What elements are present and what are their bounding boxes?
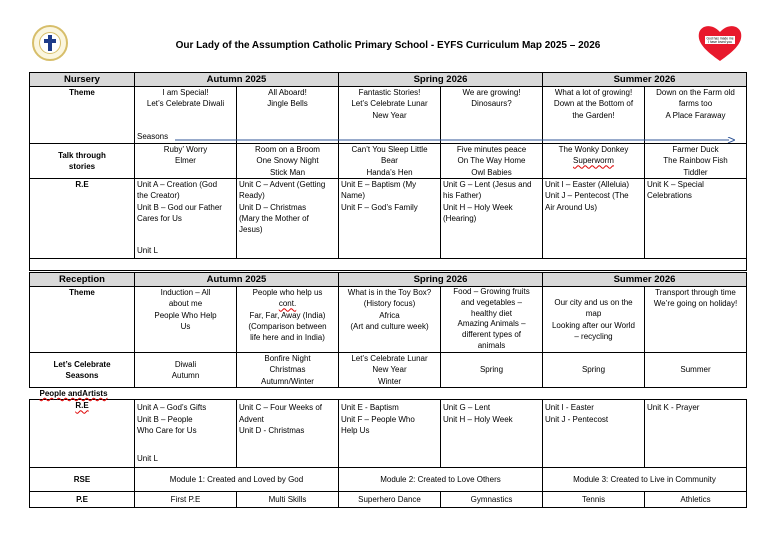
seasons-arrow-icon <box>175 137 735 143</box>
reception-theme-row <box>30 287 747 353</box>
nursery-theme-label: Theme <box>30 87 135 144</box>
nursery-re-c2: Unit C – Advent (Getting Ready) Unit D – Christmas (Mary the Mother of Jesus) <box>237 179 339 259</box>
reception-unit-l: Unit L <box>137 454 158 464</box>
nursery-unit-l: Unit L <box>137 246 158 255</box>
nursery-spring-header: Spring 2026 <box>339 73 543 87</box>
reception-summer-header: Summer 2026 <box>543 273 747 287</box>
nursery-theme-c3: Fantastic Stories! Let’s Celebrate Lunar New Year <box>339 87 441 144</box>
reception-re-c3: Unit E - Baptism Unit F – People Who Help Us <box>339 400 441 468</box>
nursery-talk-c1: Ruby’ Worry Elmer <box>135 144 237 179</box>
pe-c5: Tennis <box>543 492 645 508</box>
reception-pe-row <box>30 492 747 508</box>
reception-spring-header: Spring 2026 <box>339 273 543 287</box>
reception-celebrate-c3: Let’s Celebrate Lunar New Year Winter <box>339 353 441 388</box>
reception-re-c2: Unit C – Four Weeks of Advent Unit D - Christmas <box>237 400 339 468</box>
nursery-talk-row <box>30 144 747 179</box>
reception-re-c5: Unit I - Easter Unit J - Pentecost <box>543 400 645 468</box>
nursery-spacer-row <box>30 259 747 271</box>
pe-c6: Athletics <box>645 492 747 508</box>
reception-re-c6: Unit K - Prayer <box>645 400 747 468</box>
heart-text-2: I have loved you <box>707 40 733 45</box>
nursery-re-c1: Unit A – Creation (God the Creator) Unit B – God our Father Cares for Us Unit L <box>135 179 237 259</box>
reception-re-label: R.E <box>30 400 135 468</box>
reception-rse-row <box>30 468 747 492</box>
pe-c1: First P.E <box>135 492 237 508</box>
page-title: Our Lady of the Assumption Catholic Primary School - EYFS Curriculum Map 2025 – 2026 <box>175 40 601 51</box>
nursery-re-c5: Unit I – Easter (Alleluia) Unit J – Pentecost (The Air Around Us) <box>543 179 645 259</box>
nursery-talk-c2: Room on a Broom One Snowy Night Stick Man <box>237 144 339 179</box>
rse-module-3: Module 3: Created to Live in Community <box>543 468 747 492</box>
nursery-theme-c1: I am Special! Let’s Celebrate Diwali Seasons <box>135 87 237 144</box>
reception-celebrate-c2: Bonfire Night Christmas Autumn/Winter <box>237 353 339 388</box>
reception-celebrate-c1: Diwali Autumn <box>135 353 237 388</box>
reception-autumn-header: Autumn 2025 <box>135 273 339 287</box>
nursery-table <box>29 72 747 271</box>
heart-logo-icon <box>696 23 744 63</box>
reception-theme-c1: Induction – All about me People Who Help Us <box>135 287 237 353</box>
school-crest-icon <box>32 25 68 61</box>
reception-re-row <box>30 400 747 468</box>
nursery-talk-c4: Five minutes peace On The Way Home Owl Babies <box>441 144 543 179</box>
nursery-theme-c5: What a lot of growing! Down at the Bottom of the Garden! <box>543 87 645 144</box>
reception-celebrate-c6: Summer <box>645 353 747 388</box>
pe-c4: Gymnastics <box>441 492 543 508</box>
seasons-label: Seasons <box>137 132 169 141</box>
reception-celebrate-label: Let’s Celebrate Seasons <box>30 353 135 388</box>
reception-theme-label: Theme <box>30 287 135 353</box>
reception-theme-c3: What is in the Toy Box? (History focus) Africa (Art and culture week) <box>339 287 441 353</box>
reception-celebrate-c5: Spring <box>543 353 645 388</box>
nursery-theme-c6: Down on the Farm old farms too A Place Faraway <box>645 87 747 144</box>
nursery-re-c3: Unit E – Baptism (My Name) Unit F – God’s Family <box>339 179 441 259</box>
reception-theme-c6: Transport through time We’re going on holiday! <box>645 287 747 353</box>
nursery-talk-c3: Can’t You Sleep Little Bear Handa’s Hen <box>339 144 441 179</box>
nursery-label: Nursery <box>30 73 135 87</box>
nursery-header-row <box>30 73 747 87</box>
reception-people-row <box>30 388 747 400</box>
nursery-theme-c2: All Aboard! Jingle Bells <box>237 87 339 144</box>
pe-c3: Superhero Dance <box>339 492 441 508</box>
nursery-talk-c5: The Wonky Donkey Superworm <box>543 144 645 179</box>
nursery-talk-label: Talk through stories <box>30 144 135 179</box>
reception-table <box>29 272 747 508</box>
reception-header-row <box>30 273 747 287</box>
rse-module-2: Module 2: Created to Love Others <box>339 468 543 492</box>
reception-re-c1: Unit A – God’s Gifts Unit B – People Who Care for Us Unit L <box>135 400 237 468</box>
nursery-summer-header: Summer 2026 <box>543 73 747 87</box>
reception-theme-c2: People who help us cont. Far, Far, Away (India) (Comparison between life here and in India) <box>237 287 339 353</box>
pe-c2: Multi Skills <box>237 492 339 508</box>
reception-re-c4: Unit G – Lent Unit H – Holy Week <box>441 400 543 468</box>
reception-theme-c4: Food – Growing fruits and vegetables – healthy diet Amazing Animals – different types of animals <box>441 287 543 353</box>
reception-pe-label: P.E <box>30 492 135 508</box>
rse-module-1: Module 1: Created and Loved by God <box>135 468 339 492</box>
nursery-autumn-header: Autumn 2025 <box>135 73 339 87</box>
nursery-theme-row <box>30 87 747 144</box>
nursery-re-row <box>30 179 747 259</box>
reception-theme-c5: Our city and us on the map Looking after our World – recycling <box>543 287 645 353</box>
people-artists-label: People andArtists <box>39 389 108 398</box>
reception-celebrate-row <box>30 353 747 388</box>
reception-rse-label: RSE <box>30 468 135 492</box>
nursery-theme-c4: We are growing! Dinosaurs? <box>441 87 543 144</box>
nursery-re-c4: Unit G – Lent (Jesus and his Father) Unit H – Holy Week (Hearing) <box>441 179 543 259</box>
reception-celebrate-c4: Spring <box>441 353 543 388</box>
reception-label: Reception <box>30 273 135 287</box>
nursery-talk-c6: Farmer Duck The Rainbow Fish Tiddler <box>645 144 747 179</box>
heart-text-1: God has made me <box>706 36 734 41</box>
nursery-re-c6: Unit K – Special Celebrations <box>645 179 747 259</box>
nursery-re-label: R.E <box>30 179 135 259</box>
